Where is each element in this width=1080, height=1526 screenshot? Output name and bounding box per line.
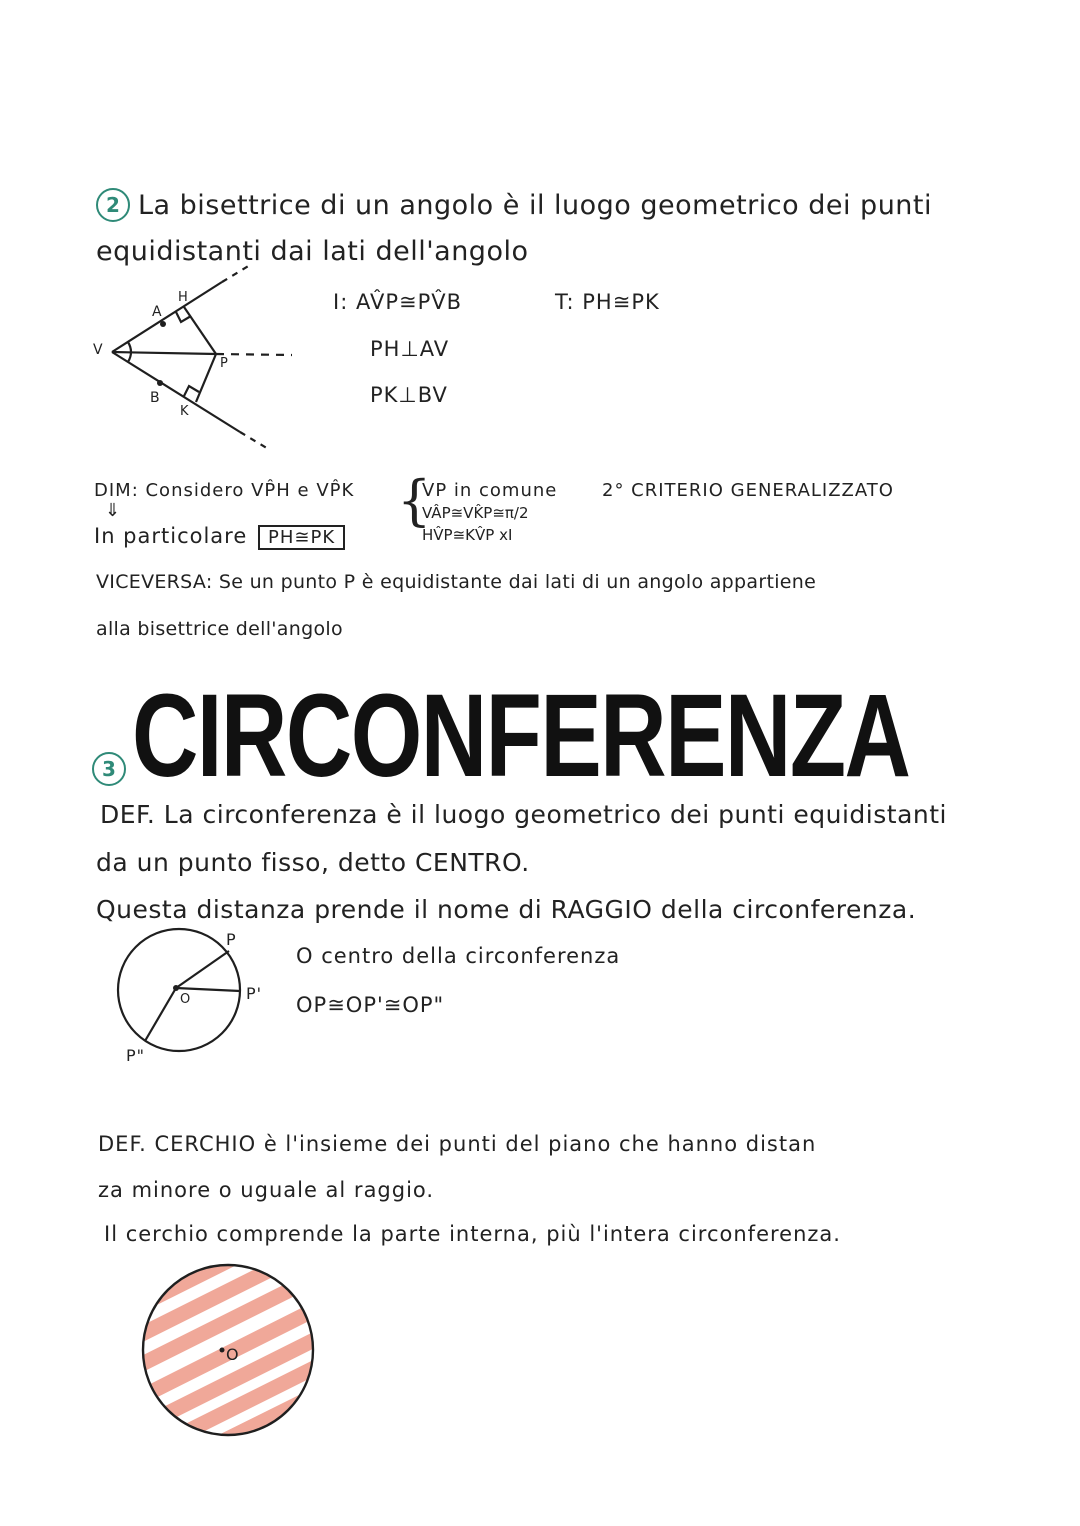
brace: { <box>397 469 432 532</box>
brace-item-1: VP in comune <box>422 480 558 501</box>
disk-center-label: O <box>226 1345 240 1364</box>
section-number-3: 3 <box>92 752 126 786</box>
cerchio-def-line1: DEF. CERCHIO è l'insieme dei punti del piano che hanno distan <box>98 1132 817 1156</box>
in-particolare: In particolare <box>94 524 248 548</box>
brace-item-3: HV̂P≅KV̂P xI <box>422 526 513 544</box>
hypothesis-line3: PK⊥BV <box>370 383 448 407</box>
cerchio-def-line2: za minore o uguale al raggio. <box>98 1178 435 1202</box>
result-box: PH≅PK <box>258 525 345 550</box>
implies-arrow: ⇓ <box>105 500 122 521</box>
brace-item-2: VÂP≅VK̂P≅π/2 <box>422 504 529 522</box>
circonferenza-def-line3: Questa distanza prende il nome di RAGGIO della circonferenza. <box>96 895 917 924</box>
criterion: 2° CRITERIO GENERALIZZATO <box>602 480 894 501</box>
circle-label-p1: P' <box>246 984 263 1003</box>
diagram-label-b: B <box>150 390 161 406</box>
circle-label-p2: P" <box>126 1046 146 1065</box>
centro-label: O centro della circonferenza <box>296 944 621 968</box>
section-number-2: 2 <box>96 188 130 222</box>
cerchio-def-line3: Il cerchio comprende la parte interna, più l'intera circonferenza. <box>104 1222 841 1246</box>
dim-line: DIM: Considero VP̂H e VP̂K <box>94 480 355 501</box>
hypothesis-line2: PH⊥AV <box>370 337 450 361</box>
circonferenza-def-line2: da un punto fisso, detto CENTRO. <box>96 848 530 877</box>
diagram-label-p: P <box>220 356 229 371</box>
circle-label-o: O <box>180 992 192 1007</box>
diagram-label-k: K <box>180 404 190 419</box>
circonferenza-def-line1: DEF. La circonferenza è il luogo geometrico dei punti equidistanti <box>100 800 947 829</box>
thesis: T: PH≅PK <box>555 290 660 314</box>
diagram-label-v: V <box>93 342 104 358</box>
circle-label-p: P <box>226 930 237 949</box>
hypothesis-line1: I: AV̂P≅PV̂B <box>333 290 463 314</box>
viceversa-line2: alla bisettrice dell'angolo <box>96 618 343 640</box>
bisettrice-definition-line1: La bisettrice di un angolo è il luogo geometrico dei punti <box>138 190 933 221</box>
bisettrice-definition-line2: equidistanti dai lati dell'angolo <box>96 236 529 267</box>
page-title: CIRCONFERENZA <box>132 670 910 802</box>
diagram-label-h: H <box>178 290 189 305</box>
radius-congruence: OP≅OP'≅OP" <box>296 993 445 1017</box>
diagram-label-a: A <box>152 304 163 320</box>
viceversa-line1: VICEVERSA: Se un punto P è equidistante dai lati di un angolo appartiene <box>96 571 817 593</box>
